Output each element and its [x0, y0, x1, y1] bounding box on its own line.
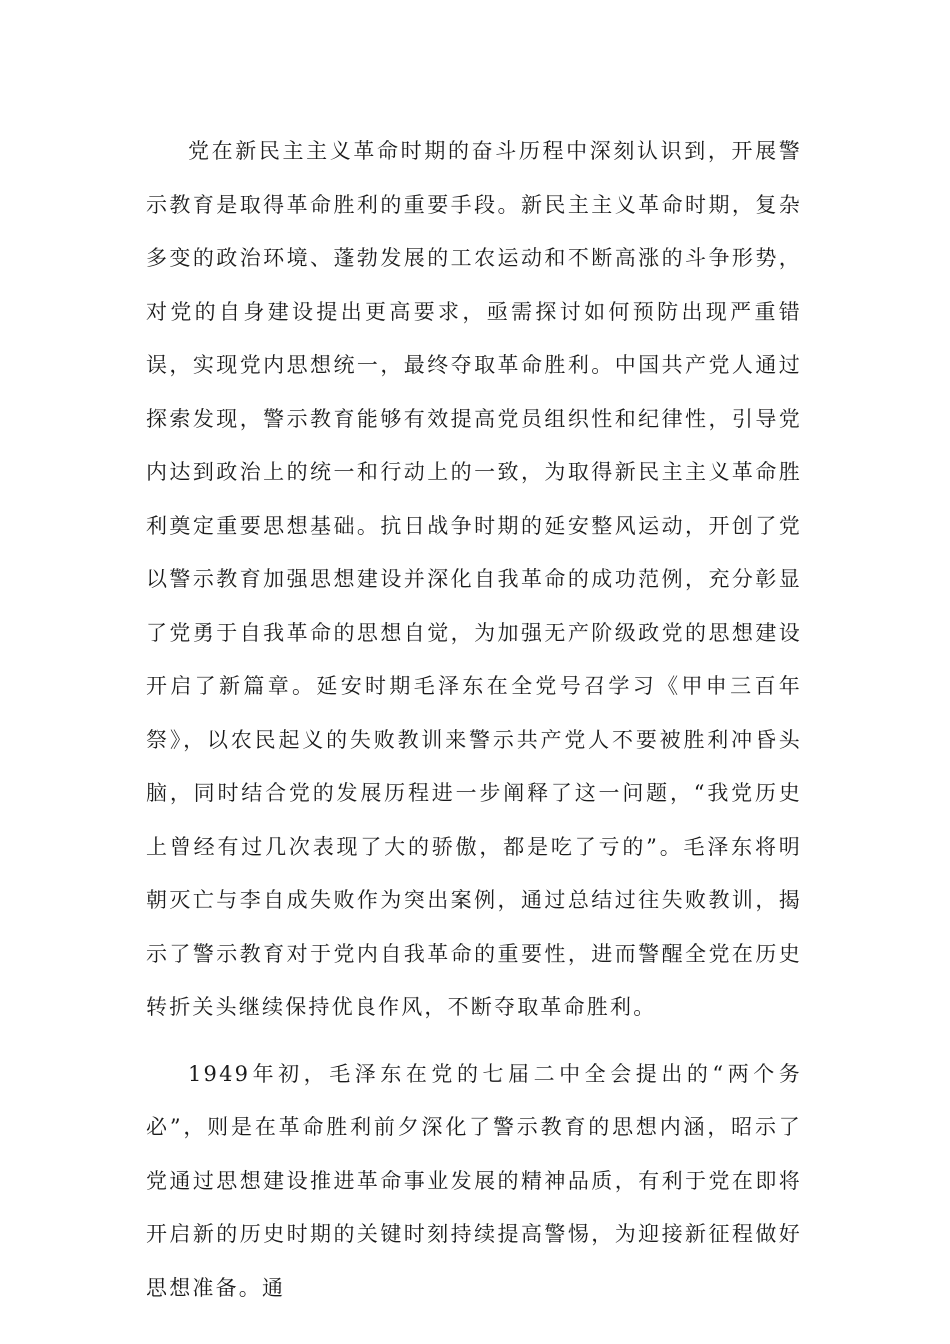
- paragraph-1: 党在新民主主义革命时期的奋斗历程中深刻认识到，开展警示教育是取得革命胜利的重要手段。新民主主义革命时期，复杂多变的政治环境、蓬勃发展的工农运动和不断高涨的斗争形势，对党的自身建设提出更高要求，亟需探讨如何预防出现严重错误，实现党内思想统一，最终夺取革命胜利。中国共产党人通过探索发现，警示教育能够有效提高党员组织性和纪律性，引导党内达到政治上的统一和行动上的一致，为取得新民主主义革命胜利奠定重要思想基础。抗日战争时期的延安整风运动，开创了党以警示教育加强思想建设并深化自我革命的成功范例，充分彰显了党勇于自我革命的思想自觉，为加强无产阶级政党的思想建设开启了新篇章。延安时期毛泽东在全党号召学习《甲申三百年祭》，以农民起义的失败教训来警示共产党人不要被胜利冲昏头脑，同时结合党的发展历程进一步阐释了这一问题，“我党历史上曾经有过几次表现了大的骄傲，都是吃了亏的”。毛泽东将明朝灭亡与李自成失败作为突出案例，通过总结过往失败教训，揭示了警示教育对于党内自我革命的重要性，进而警醒全党在历史转折关头继续保持优良作风，不断夺取革命胜利。: [146, 139, 802, 1019]
- paragraph-2: 1949年初，毛泽东在党的七届二中全会提出的“两个务必”，则是在革命胜利前夕深化了警示教育的思想内涵，昭示了党通过思想建设推进革命事业发展的精神品质，有利于党在即将开启新的历史时期的关键时刻持续提高警惕，为迎接新征程做好思想准备。通: [146, 1061, 802, 1300]
- document-body: [146, 125, 802, 1315]
